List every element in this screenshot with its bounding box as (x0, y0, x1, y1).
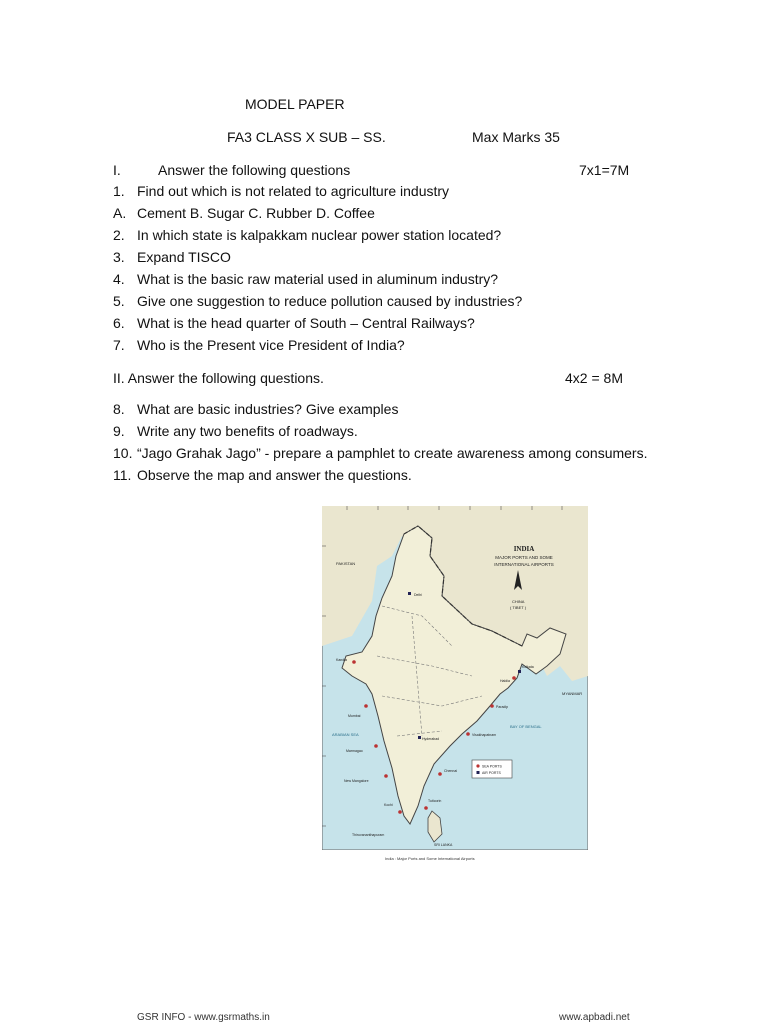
label-new-mangalore: New Mangalore (344, 779, 369, 783)
question-text: Observe the map and answer the questions. (137, 467, 412, 483)
section-2-heading: II. Answer the following questions. (113, 370, 324, 386)
question-number: 7. (113, 337, 125, 353)
map-legend (472, 760, 512, 778)
map-subtitle-line-1: MAJOR PORTS AND SOME (495, 555, 553, 560)
max-marks: Max Marks 35 (472, 129, 560, 145)
label-kandla: Kandla (336, 658, 347, 662)
india-ports-map (322, 506, 588, 850)
label-chennai: Chennai (444, 769, 458, 773)
exam-details: FA3 CLASS X SUB – SS. (227, 129, 386, 145)
label-delhi: Delhi (414, 593, 422, 597)
map-caption: India : Major Ports and Some International Airports (385, 856, 475, 861)
question-text: What is the head quarter of South – Central Railways? (137, 315, 475, 331)
label-thiruvananthapuram: Thiruvananthapuram (352, 833, 385, 837)
question-text: Find out which is not related to agriculture industry (137, 183, 450, 199)
legend-air-ports: AIR PORTS (482, 771, 501, 775)
label-visakhapatnam: Visakhapatnam (472, 733, 497, 737)
question-number: 6. (113, 315, 125, 331)
question-text: In which state is kalpakkam nuclear power station located? (137, 227, 502, 243)
label-myanmar: MYANMAR (562, 691, 583, 696)
question-number: 3. (113, 249, 125, 265)
question-text: “Jago Grahak Jago” - prepare a pamphlet to create awareness among consumers. (137, 445, 648, 461)
question-number: 1. (113, 183, 125, 199)
section-2-marks: 4x2 = 8M (565, 370, 623, 386)
map-title: INDIA (513, 545, 535, 553)
option-marker: A. (113, 205, 127, 221)
question-text: What are basic industries? Give examples (137, 401, 399, 417)
label-paradip: Paradip (496, 705, 509, 709)
label-china: CHINA (512, 599, 525, 604)
question-text: Give one suggestion to reduce pollution caused by industries? (137, 293, 523, 309)
label-kolkata: Kolkata (522, 665, 534, 669)
label-pakistan: PAKISTAN (336, 561, 356, 566)
section-1-heading: Answer the following questions (158, 162, 351, 178)
label-arabian-sea: ARABIAN SEA (332, 732, 359, 737)
legend-sea-ports: SEA PORTS (482, 764, 502, 769)
label-marmagao: Marmagao (346, 749, 363, 753)
label-tibet: ( TIBET ) (510, 605, 527, 610)
question-text: Expand TISCO (137, 249, 231, 265)
label-hyderabad: Hyderabad (422, 737, 440, 741)
label-tuticorin: Tuticorin (428, 799, 442, 803)
paper-title: MODEL PAPER (245, 96, 345, 112)
section-1-numeral: I. (113, 162, 121, 178)
label-mumbai: Mumbai (348, 714, 361, 718)
question-text: Who is the Present vice President of India? (137, 337, 405, 353)
question-text: What is the basic raw material used in aluminum industry? (137, 271, 499, 287)
question-number: 10. (113, 445, 133, 461)
section-1-marks: 7x1=7M (579, 162, 630, 178)
label-kochi: Kochi (384, 803, 393, 807)
label-sri-lanka: SRI LANKA (434, 843, 453, 847)
question-number: 11. (113, 467, 132, 483)
label-bay-of-bengal: BAY OF BENGAL (510, 724, 542, 729)
question-text: Write any two benefits of roadways. (137, 423, 358, 439)
footer-right-source: www.apbadi.net (559, 1012, 630, 1023)
question-number: 4. (113, 271, 125, 287)
question-number: 2. (113, 227, 125, 243)
question-options: Cement B. Sugar C. Rubber D. Coffee (137, 205, 375, 221)
question-number: 8. (113, 401, 125, 417)
question-number: 5. (113, 293, 125, 309)
question-number: 9. (113, 423, 125, 439)
map-subtitle-line-2: INTERNATIONAL AIRPORTS (494, 562, 554, 567)
label-haldia: Haldia (500, 679, 510, 683)
footer-left-source: GSR INFO - www.gsrmaths.in (137, 1012, 270, 1023)
